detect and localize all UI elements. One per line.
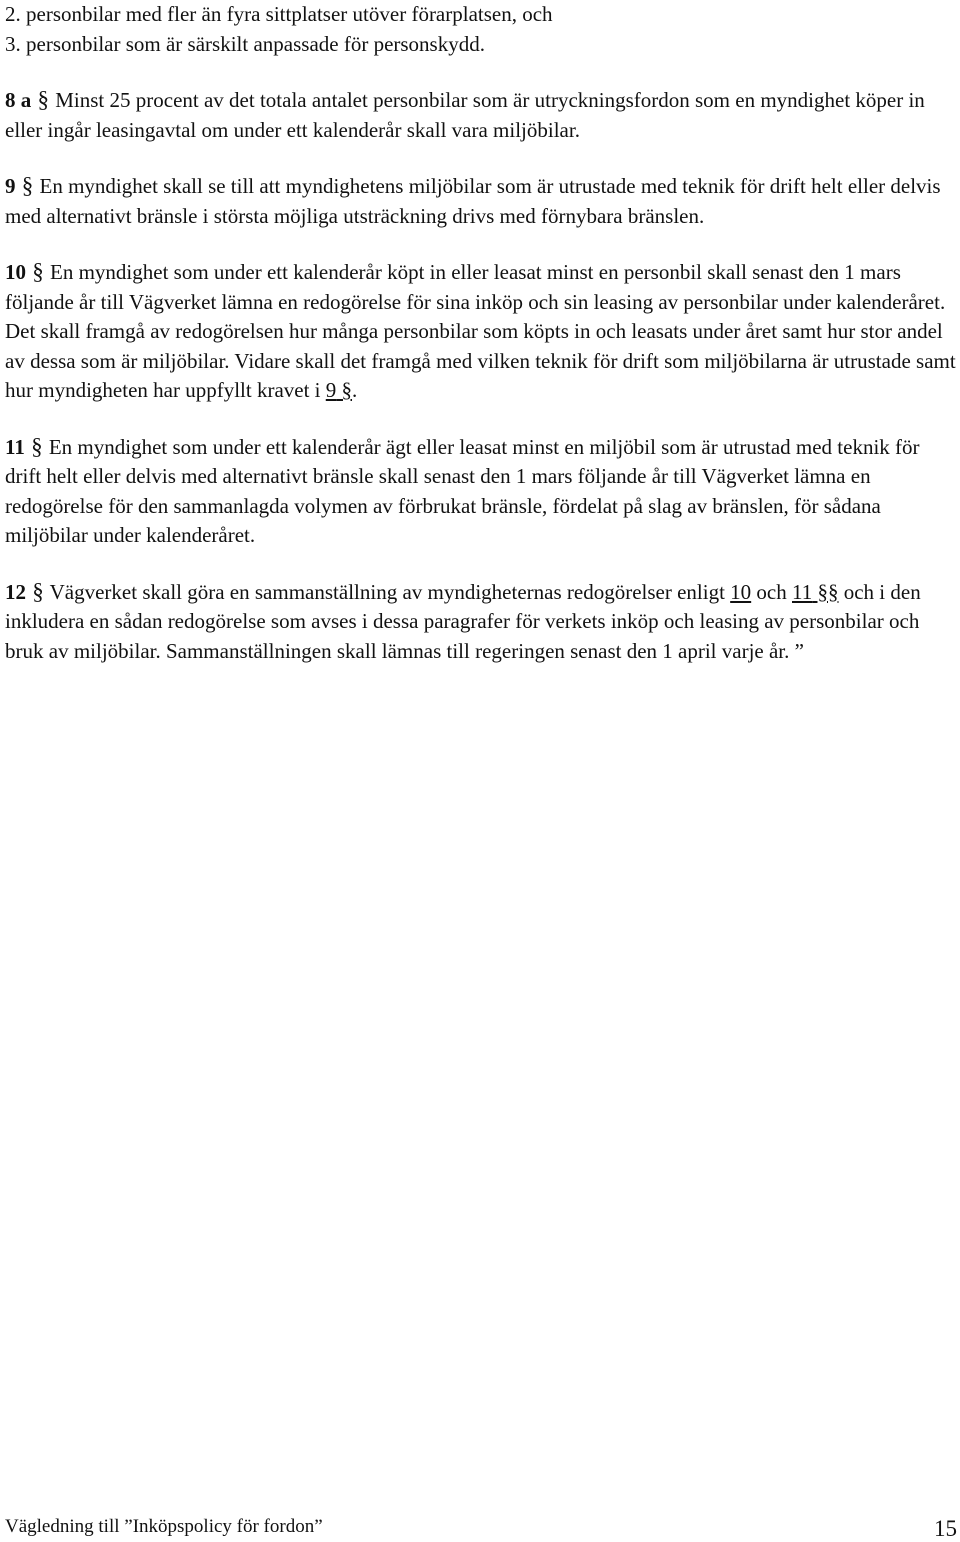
page-number: 15	[934, 1516, 957, 1541]
section-number: 9	[5, 174, 16, 198]
section-reference-link-10[interactable]: 10	[730, 579, 752, 604]
reference-symbol: §§	[817, 579, 839, 604]
section-symbol: §	[31, 433, 43, 459]
section-reference-link-11[interactable]	[792, 580, 838, 604]
reference-number: 9	[325, 378, 337, 402]
section-number: 8 a	[5, 88, 32, 112]
section-text: Minst 25 procent av det totala antalet personbilar som är utryckningsfordon som en myndighet köper in eller ingår leasingavtal om under ett kalenderår skall vara miljöbilar.	[5, 88, 925, 142]
document-page	[5, 0, 957, 666]
section-number: 12	[5, 579, 26, 604]
section-8a	[5, 85, 957, 145]
section-12	[5, 577, 957, 667]
conjunction: och	[756, 579, 787, 604]
reference-number: 11	[792, 579, 813, 604]
section-symbol: §	[21, 173, 34, 198]
section-text-continued: och i den inkludera en sådan redogörelse som avses i dessa paragrafer för verkets inköp och leasing av personbilar och bruk av miljöbilar. Sammanställningen skall lämnas till regeringen senast den 1 april varje år.	[5, 579, 921, 663]
section-10	[5, 257, 957, 406]
section-11	[5, 432, 957, 551]
section-text: En myndighet skall se till att myndighetens miljöbilar som är utrustade med teknik för drift helt eller delvis med alternativt bränsle i största möjliga utsträckning drivs med förnybara bränslen.	[5, 174, 941, 228]
section-text: Vägverket skall göra en sammanställning av myndigheternas redogörelser enligt	[49, 579, 725, 604]
reference-symbol: §	[341, 378, 353, 402]
section-text: En myndighet som under ett kalenderår ägt eller leasat minst en miljöbil som är utrustad med teknik för drift helt eller delvis med alternativt bränsle skall senast den 1 mars följande år till Vägverket lämna en redogörelse för den sammanlagda volymen av förbrukat bränsle, fördelat på slag av bränslen, för sådana miljöbilar under kalenderåret.	[5, 434, 920, 547]
footer-title: Vägledning till ”Inköpspolicy för fordon”	[5, 1516, 323, 1537]
section-symbol: §	[32, 259, 44, 284]
section-symbol: §	[37, 87, 49, 112]
section-text: En myndighet som under ett kalenderår köpt in eller leasat minst en personbil skall senast den 1 mars följande år till Vägverket lämna en redogörelse för sina inköp och sin leasing av personbilar under kalenderåret. Det skall framgå av redogörelsen hur många personbilar som köpts in och leasats under året samt hur stor andel av dessa som är miljöbilar. Vidare skall det framgå med vilken teknik för drift som miljöbilarna är utrustade samt hur myndigheten har uppfyllt kravet i	[5, 260, 956, 402]
section-9	[5, 171, 957, 231]
section-number: 11	[5, 434, 25, 459]
list-item-2: 2. personbilar med fler än fyra sittplatser utöver förarplatsen, och	[5, 2, 553, 26]
list-item-3: 3. personbilar som är särskilt anpassade för personskydd.	[5, 31, 485, 56]
section-symbol: §	[32, 578, 44, 604]
section-reference-link[interactable]	[326, 378, 352, 402]
sentence-end: .	[352, 378, 358, 402]
closing-quote: ”	[794, 638, 804, 663]
section-number: 10	[5, 260, 26, 284]
